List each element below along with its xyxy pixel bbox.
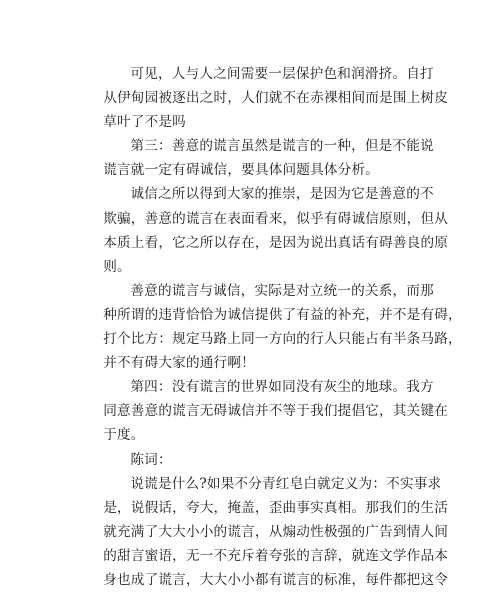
- text-line: 则。: [103, 258, 131, 275]
- paragraph-5: [76, 375, 449, 447]
- text-line: 打个比方：规定马路上同一方向的行人只能占有半条马路，: [103, 331, 462, 348]
- text-line: 就充满了大大小小的谎言，从煽动性极强的广告到情人间: [103, 523, 449, 540]
- text-line: 善意的谎言与诚信，实际是对立统一的关系，而那: [130, 282, 434, 299]
- document-body: [76, 62, 462, 592]
- paragraph-6-heading: [76, 448, 418, 472]
- text-line: 是，说假话，夸大，掩盖，歪曲事实真相。那我们的生活: [103, 499, 449, 516]
- text-line: 并不有碍大家的通行啊！: [103, 355, 255, 372]
- text-line: 谎言就一定有碍诚信，要具体问题具体分析。: [103, 162, 380, 179]
- paragraph-4: [76, 279, 462, 375]
- text-line: 说谎是什么?如果不分青红皂白就定义为：不实事求: [130, 475, 442, 492]
- section-heading: 陈词：: [130, 451, 172, 468]
- paragraph-7: [76, 472, 449, 592]
- paragraph-3: [76, 182, 449, 278]
- text-line: 草叶了不是吗: [103, 114, 186, 131]
- text-line: 身也成了谎言，大大小小都有谎言的标准，每件都把这令: [103, 571, 449, 588]
- text-line: 第四：没有谎言的世界如同没有灰尘的地球。我方: [130, 379, 434, 396]
- text-line: 诚信之所以得到大家的推崇，是因为它是善意的不: [130, 186, 434, 203]
- paragraph-2: [76, 134, 434, 182]
- text-line: 本质上看，它之所以存在，是因为说出真话有碍善良的原: [103, 234, 449, 251]
- text-line: 的甜言蜜语，无一不充斥着夸张的言辞，就连文学作品本: [103, 547, 449, 564]
- text-line: 第三：善意的谎言虽然是谎言的一种，但是不能说: [130, 138, 434, 155]
- text-line: 可见，人与人之间需要一层保护色和润滑挤。自打: [130, 66, 434, 82]
- text-line: 欺骗，善意的谎言在表面看来，似乎有碍诚信原则，但从: [103, 210, 449, 227]
- text-line: 从伊甸园被逐出之时，人们就不在赤裸相间而是围上树皮: [103, 90, 449, 107]
- paragraph-1: [76, 62, 449, 134]
- text-line: 于度。: [103, 427, 145, 444]
- text-line: 同意善意的谎言无碍诚信并不等于我们提倡它，其关键在: [103, 403, 449, 420]
- text-line: 种所谓的违背恰恰为诚信提供了有益的补充，并不是有碍，: [103, 306, 462, 323]
